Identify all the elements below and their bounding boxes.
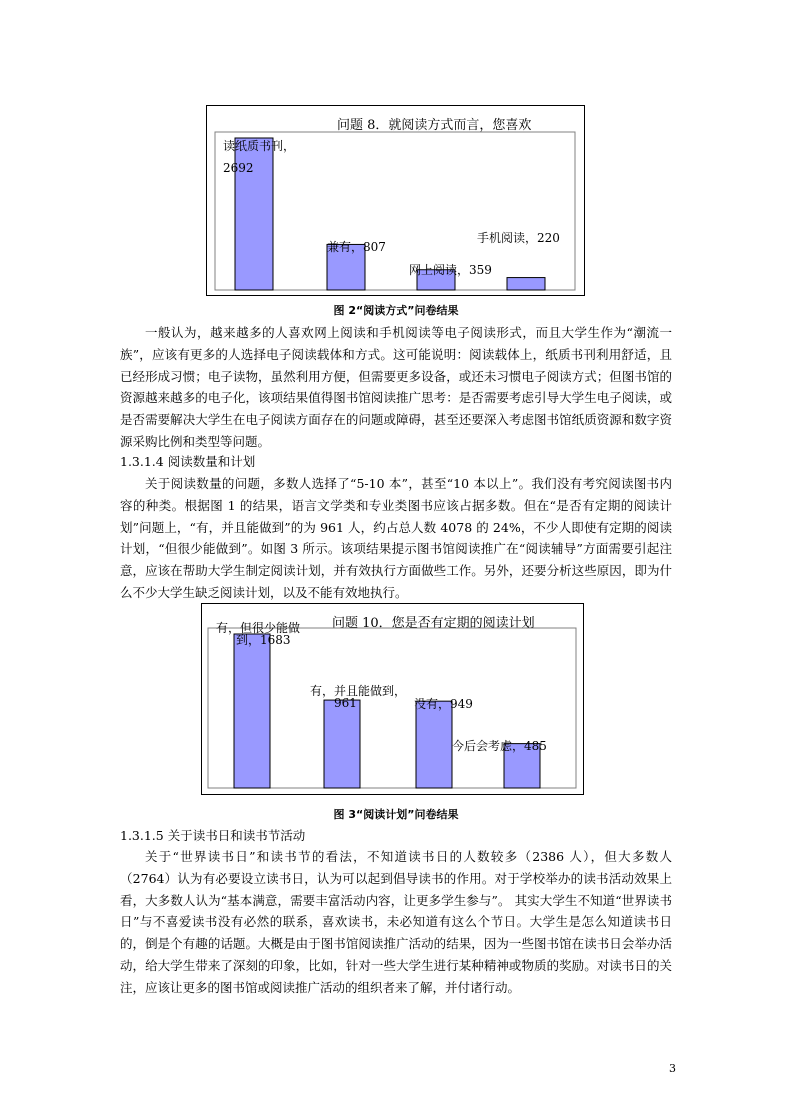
chart-title: 问题 10．您是否有定期的阅读计划	[332, 616, 535, 631]
data-label: 到，1683	[236, 633, 291, 647]
bar	[416, 701, 452, 788]
data-label: 有，但很少能做	[216, 621, 301, 635]
chart-reading-plan	[201, 603, 584, 795]
bar	[507, 278, 545, 290]
page-number: 3	[669, 1062, 676, 1075]
bar	[324, 700, 360, 788]
data-label: 2692	[223, 161, 254, 175]
data-label: 读纸质书刊，	[223, 139, 296, 153]
data-label: 有，并且能做到，	[310, 684, 407, 698]
section-heading: 1.3.1.4 阅读数量和计划	[120, 454, 256, 469]
bar	[234, 634, 270, 788]
data-label: 没有，949	[414, 697, 473, 711]
chart-reading-mode	[206, 105, 585, 296]
paragraph: 关于“世界读书日”和读书节的看法，不知道读书日的人数较多（2386 人），但大多数人（2764）认为有必要设立读书日，认为可以起到倡导读书的作用。对于学校举办的读书活动效果上看，大多数人认为“基本满意，需要丰富活动内容，让更多学生参与”。 其实大学生不知道“世界读书日”与不喜爱读书没有必然的联系，喜欢读书，未必知道有这么个节日。大学生是怎么知道读书日的，倒是个有趣的话题。大概是由于图书馆阅读推广活动的结果，因为一些图书馆在读书日会举办活动，给大学生带来了深刻的印象，比如，针对一些大学生进行某种精神或物质的奖励。对读书日的关注，应该让更多的图书馆或阅读推广活动的组织者来了解，并付诸行动。	[120, 849, 672, 995]
paragraph: 关于阅读数量的问题，多数人选择了“5-10 本”，甚至“10 本以上”。我们没有考究阅读图书内容的种类。根据图 1 的结果，语言文学类和专业类图书应该占据多数。但在“是否有定期的阅读计划”问题上，“有，并且能做到”的为 961 人，约占总人数 4078 的 24%，不少人即使有定期的阅读计划，“但很少能做到”。如图 3 所示。该项结果提示图书馆阅读推广在“阅读辅导”方面需要引起注意，应该在帮助大学生制定阅读计划，并有效执行方面做些工作。另外，还要分析这些原因，即为什么不少大学生缺乏阅读计划，以及不能有效地执行。	[120, 476, 672, 600]
data-label: 今后会考虑，485	[452, 739, 547, 753]
chart-svg	[207, 106, 584, 295]
data-label: 961	[334, 696, 357, 710]
data-label: 手机阅读，220	[477, 231, 560, 245]
figure-caption: 图 2“阅读方式”问卷结果	[333, 304, 459, 317]
paragraph: 一般认为，越来越多的人喜欢网上阅读和手机阅读等电子阅读形式，而且大学生作为“潮流一族”，应该有更多的人选择电子阅读载体和方式。这可能说明：阅读载体上，纸质书刊利用舒适，且已经形成习惯；电子读物，虽然利用方便，但需要更多设备，或还未习惯电子阅读方式；但图书馆的资源越来越多的电子化，该项结果值得图书馆阅读推广思考：是否需要考虑引导大学生电子阅读，或是否需要解决大学生在电子阅读方面存在的问题或障碍，甚至还要深入考虑图书馆纸质资源和数字资源采购比例和类型等问题。	[120, 325, 672, 449]
figure-caption: 图 3“阅读计划”问卷结果	[333, 808, 459, 821]
section-heading: 1.3.1.5 关于读书日和读书节活动	[120, 828, 306, 843]
data-label: 兼有，807	[327, 240, 386, 254]
chart-title: 问题 8．就阅读方式而言，您喜欢	[337, 118, 532, 133]
chart-svg	[202, 604, 583, 794]
data-label: 网上阅读，359	[409, 263, 492, 277]
